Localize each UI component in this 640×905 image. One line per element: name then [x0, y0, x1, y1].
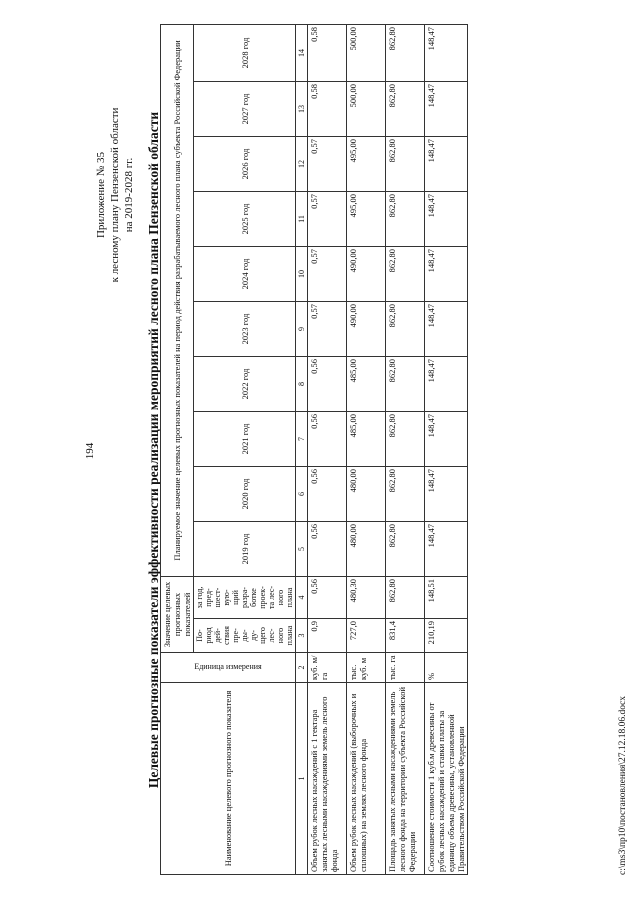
header-year: 2025 год — [194, 191, 296, 246]
year-value: 862,80 — [386, 411, 425, 466]
column-number: 7 — [296, 411, 308, 466]
column-number: 5 — [296, 521, 308, 576]
year-value: 0,56 — [308, 411, 347, 466]
year-value: 0,56 — [308, 356, 347, 411]
year-value: 490,00 — [347, 301, 386, 356]
year-value: 862,80 — [386, 191, 425, 246]
header-year: 2024 год — [194, 246, 296, 301]
year-value: 0,57 — [308, 191, 347, 246]
unit-cell: % — [425, 653, 468, 683]
year-before-value: 148,51 — [425, 576, 468, 618]
prev-period-value: 210,19 — [425, 619, 468, 653]
table-body — [308, 24, 468, 874]
header-year: 2023 год — [194, 301, 296, 356]
year-value: 0,58 — [308, 81, 347, 136]
year-value: 862,80 — [386, 466, 425, 521]
year-value: 862,80 — [386, 521, 425, 576]
header-indicator-name: Наименование целевого прогнозного показателя — [161, 683, 296, 875]
year-before-value: 862,80 — [386, 576, 425, 618]
header-year-before: за год, пред- шест- вую- щий разра- ботке проек- та лес- ного плана — [194, 576, 296, 618]
table-row — [425, 24, 468, 874]
year-value: 148,47 — [425, 136, 468, 191]
header-year: 2028 год — [194, 24, 296, 81]
year-value: 862,80 — [386, 24, 425, 81]
indicator-name-cell: Площадь занятых лесными насаждениями земель лесного фонда на территории субъекта Российской Федерации — [386, 683, 425, 875]
appendix-line-1: Приложение № 35 — [95, 151, 107, 239]
year-value: 485,00 — [347, 411, 386, 466]
table-row — [386, 24, 425, 874]
header-year: 2019 год — [194, 521, 296, 576]
unit-cell: тыс. га — [386, 653, 425, 683]
header-year: 2022 год — [194, 356, 296, 411]
year-value: 148,47 — [425, 411, 468, 466]
year-value: 148,47 — [425, 356, 468, 411]
year-value: 500,00 — [347, 81, 386, 136]
year-value: 862,80 — [386, 81, 425, 136]
column-number: 6 — [296, 466, 308, 521]
year-value: 148,47 — [425, 191, 468, 246]
column-number: 14 — [296, 24, 308, 81]
indicators-table — [160, 24, 468, 875]
year-value: 490,00 — [347, 246, 386, 301]
unit-cell: куб. м/га — [308, 653, 347, 683]
year-value: 500,00 — [347, 24, 386, 81]
prev-period-value: 727,0 — [347, 619, 386, 653]
header-prev-period: По- риод дей- ствия пре- ды- ду- щего лес- ного плана — [194, 619, 296, 653]
year-value: 862,80 — [386, 136, 425, 191]
year-value: 0,57 — [308, 136, 347, 191]
year-value: 862,80 — [386, 301, 425, 356]
column-number: 8 — [296, 356, 308, 411]
column-number: 3 — [296, 619, 308, 653]
indicator-name-cell: Соотношение стоимости 1 куб.м древесины от рубок лесных насаждений и ставки платы за единицу объема древесины, установленной Правительством Российской Федерации — [425, 683, 468, 875]
file-path: c:\ms3\пр10\постановления\27.12.18.06.docx — [618, 695, 628, 875]
page-number: 194 — [84, 442, 96, 460]
column-number: 11 — [296, 191, 308, 246]
year-value: 495,00 — [347, 136, 386, 191]
year-value: 862,80 — [386, 356, 425, 411]
year-value: 148,47 — [425, 521, 468, 576]
year-value: 0,57 — [308, 301, 347, 356]
table-row — [308, 24, 347, 874]
column-number: 1 — [296, 683, 308, 875]
appendix-block — [94, 45, 136, 345]
appendix-line-3: на 2019-2028 гг. — [123, 157, 135, 233]
year-value: 148,47 — [425, 81, 468, 136]
unit-cell: тыс. куб. м — [347, 653, 386, 683]
appendix-line-2: к лесному плану Пензенской области — [109, 107, 121, 283]
header-unit: Единица измерения — [161, 653, 296, 683]
year-value: 485,00 — [347, 356, 386, 411]
year-value: 0,58 — [308, 24, 347, 81]
header-planned: Планируемое значение целевых прогнозных показателей на период действия разрабатываемого лесного плана субъекта Российской Федерации — [161, 24, 194, 576]
year-value: 0,56 — [308, 466, 347, 521]
column-number: 9 — [296, 301, 308, 356]
header-year: 2021 год — [194, 411, 296, 466]
year-value: 148,47 — [425, 24, 468, 81]
year-value: 862,80 — [386, 246, 425, 301]
table-row — [347, 24, 386, 874]
year-value: 148,47 — [425, 301, 468, 356]
indicator-name-cell: Объем рубок лесных насаждений с 1 гектара занятых лесными насаждениями земель лесного фонда — [308, 683, 347, 875]
document-title: Целевые прогнозные показатели эффективности реализации мероприятий лесного плана Пензенской области — [146, 111, 161, 789]
column-number: 4 — [296, 576, 308, 618]
prev-period-value: 0,9 — [308, 619, 347, 653]
year-before-value: 480,30 — [347, 576, 386, 618]
prev-period-value: 831,4 — [386, 619, 425, 653]
column-number-row — [296, 24, 308, 874]
header-values: Значение целевых прогнозных показателей — [161, 576, 194, 652]
year-value: 0,57 — [308, 246, 347, 301]
year-value: 495,00 — [347, 191, 386, 246]
indicator-name-cell: Объем рубок лесных насаждений (выборочных и сплошных) на землях лесного фонда — [347, 683, 386, 875]
header-year: 2027 год — [194, 81, 296, 136]
year-value: 0,56 — [308, 521, 347, 576]
header-year: 2020 год — [194, 466, 296, 521]
year-value: 480,00 — [347, 466, 386, 521]
column-number: 10 — [296, 246, 308, 301]
year-value: 148,47 — [425, 246, 468, 301]
column-number: 13 — [296, 81, 308, 136]
year-value: 148,47 — [425, 466, 468, 521]
year-value: 480,00 — [347, 521, 386, 576]
header-year: 2026 год — [194, 136, 296, 191]
column-number: 12 — [296, 136, 308, 191]
year-before-value: 0,56 — [308, 576, 347, 618]
column-number: 2 — [296, 653, 308, 683]
